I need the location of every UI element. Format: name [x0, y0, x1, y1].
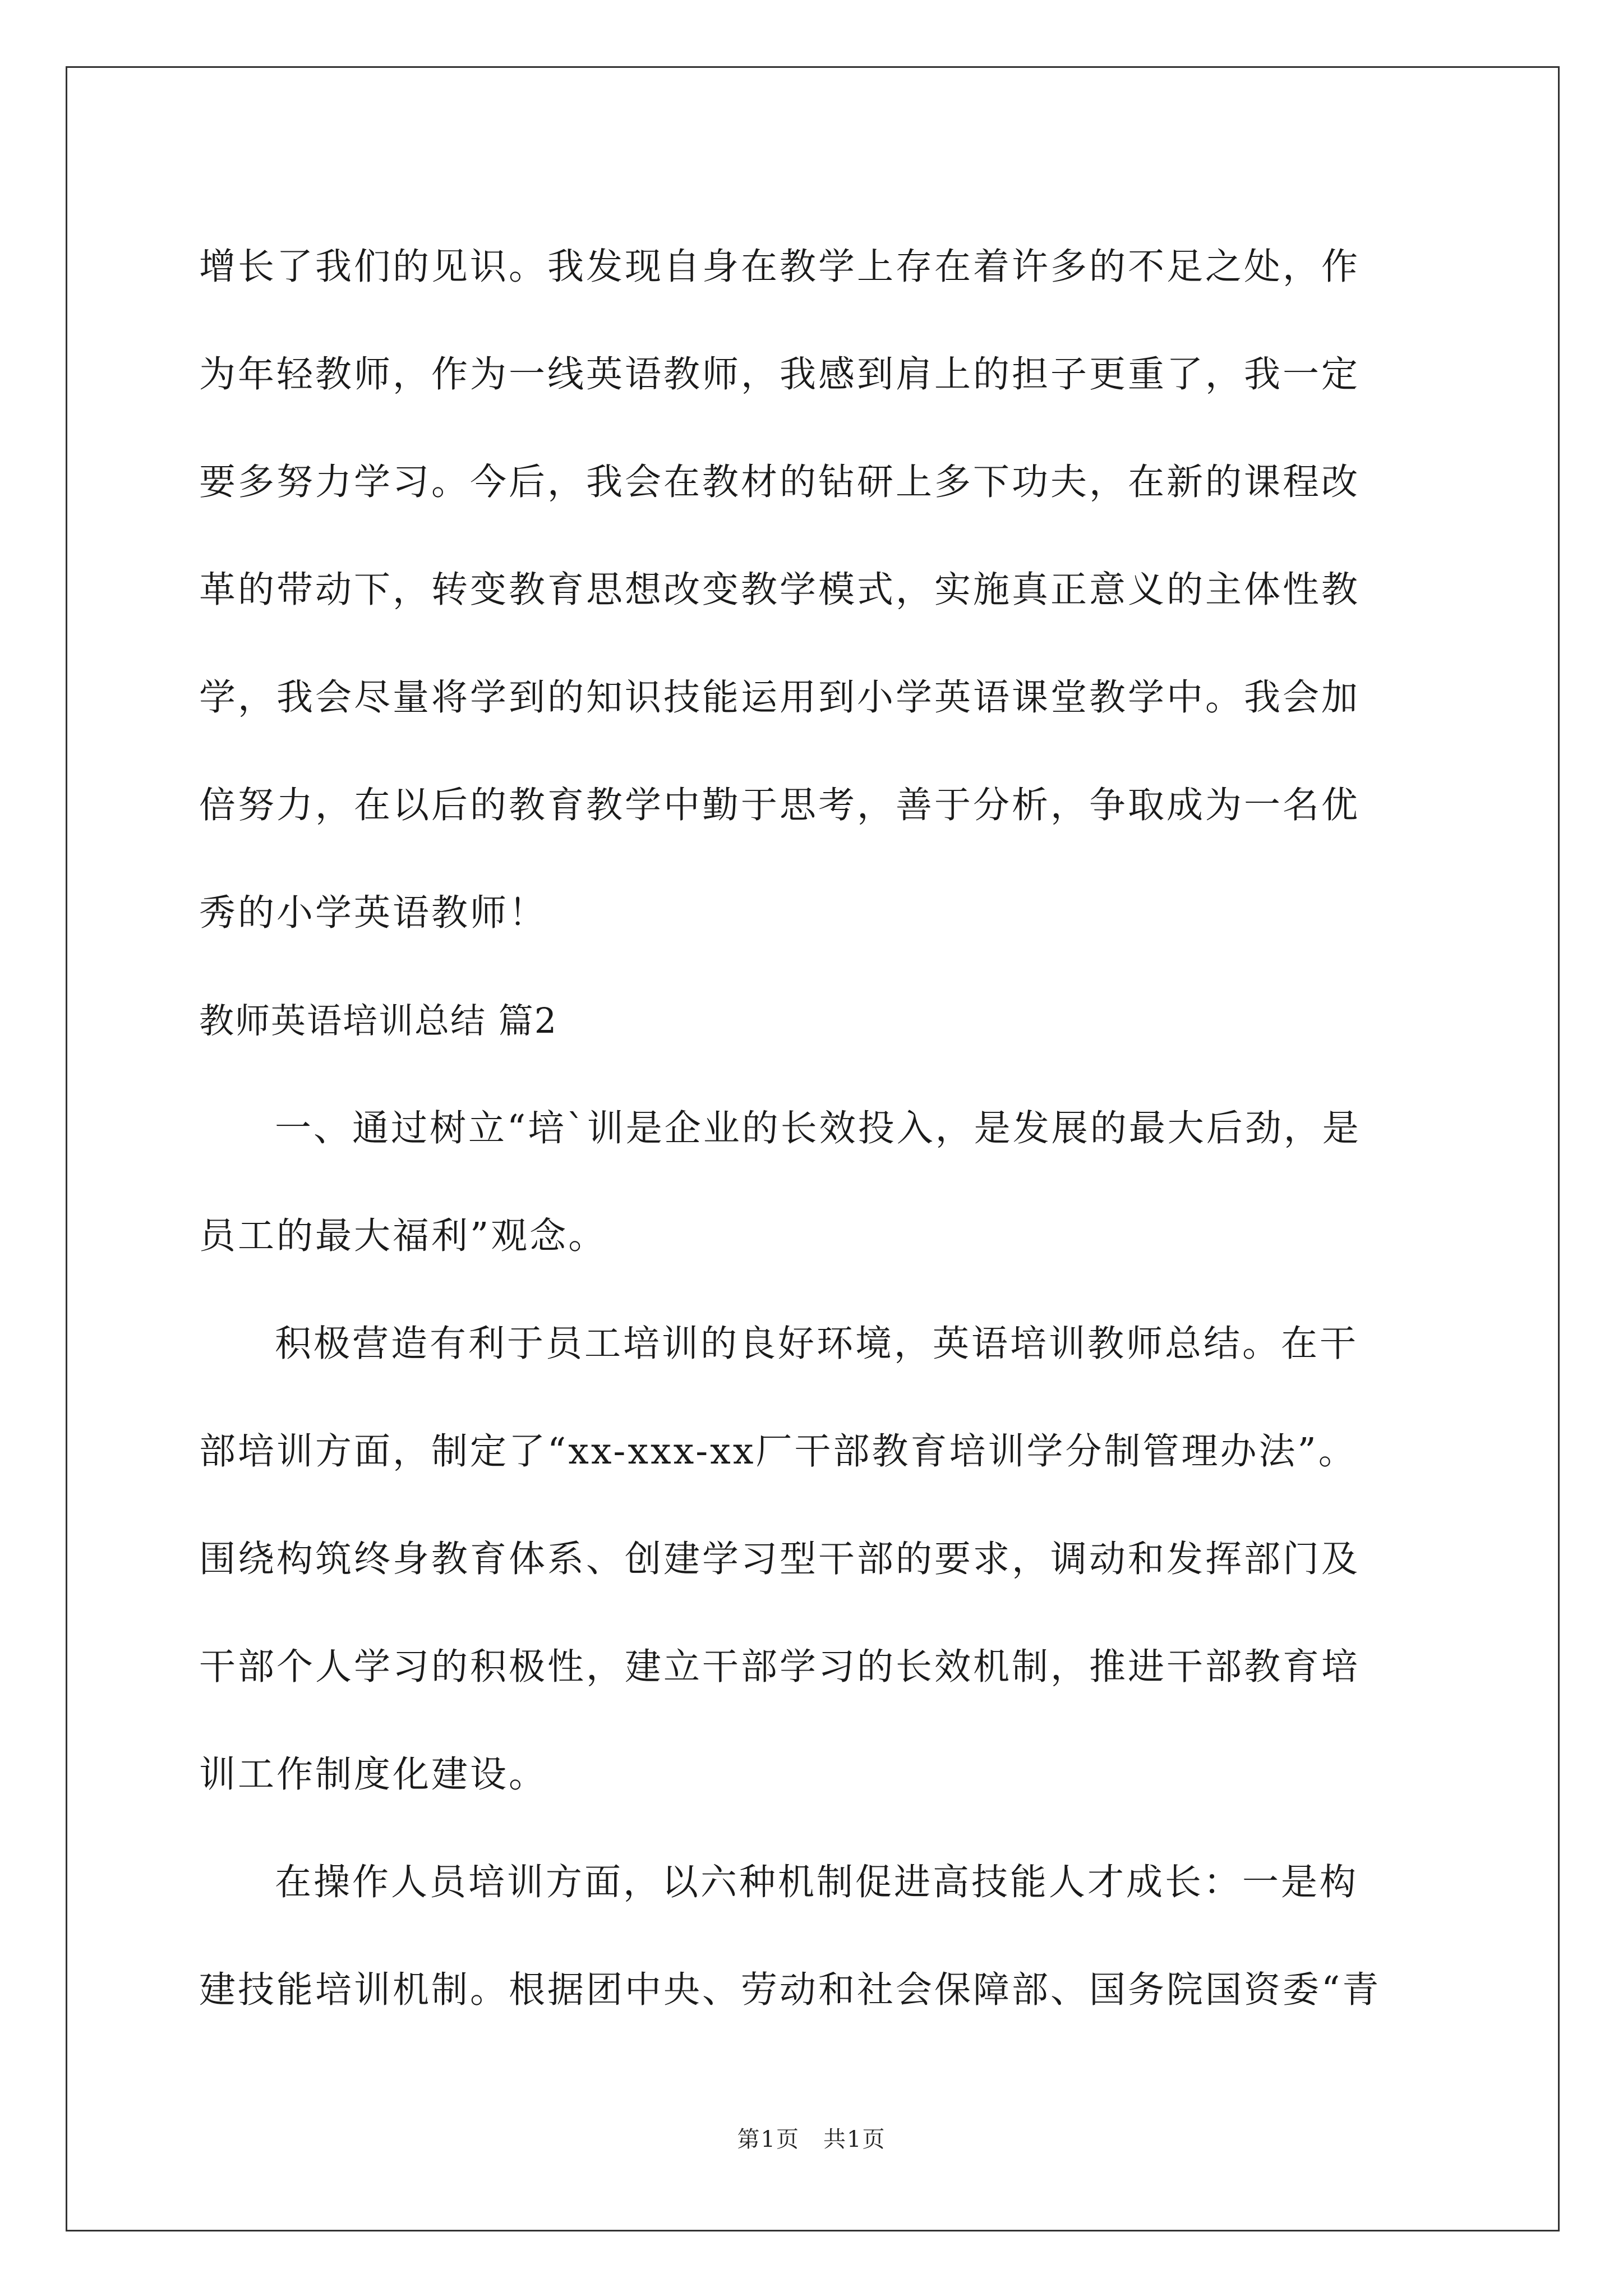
text-line: 建技能培训机制。根据团中央、劳动和社会保障部、国务院国资委“青 — [199, 1969, 1381, 2011]
paragraph-4 — [199, 1829, 1433, 2044]
text-line: 学，我会尽量将学到的知识技能运用到小学英语课堂教学中。我会加 — [199, 677, 1361, 719]
text-line: 部培训方面，制定了“xx-xxx-xx厂干部教育培训学分制管理办法”。 — [199, 1430, 1357, 1473]
page-footer: 第1页 共1页 — [737, 2127, 886, 2152]
text-line: 秀的小学英语教师！ — [199, 892, 548, 934]
document-body — [199, 213, 1433, 2044]
text-line: 革的带动下，转变教育思想改变教学模式，实施真正意义的主体性教 — [199, 569, 1361, 611]
paragraph-2 — [199, 1075, 1433, 1290]
text-line: 积极营造有利于员工培训的良好环境，英语培训教师总结。在干 — [275, 1323, 1359, 1365]
text-line: 要多努力学习。今后，我会在教材的钻研上多下功夫，在新的课程改 — [199, 461, 1361, 503]
text-line: 一、通过树立“培`训是企业的长效投入，是发展的最大后劲，是 — [275, 1107, 1361, 1149]
text-line: 干部个人学习的积极性，建立干部学习的长效机制，推进干部教育培 — [199, 1646, 1361, 1688]
section-heading: 教师英语培训总结 篇2 — [199, 1000, 558, 1041]
text-line: 在操作人员培训方面，以六种机制促进高技能人才成长：一是构 — [275, 1861, 1359, 1903]
text-line: 增长了我们的见识。我发现自身在教学上存在着许多的不足之处，作 — [199, 246, 1361, 288]
text-line: 训工作制度化建设。 — [199, 1754, 548, 1796]
paragraph-1 — [199, 213, 1433, 967]
text-line: 员工的最大福利”观念。 — [199, 1215, 607, 1257]
text-line: 倍努力，在以后的教育教学中勤于思考，善于分析，争取成为一名优 — [199, 784, 1361, 826]
text-line: 为年轻教师，作为一线英语教师，我感到肩上的担子更重了，我一定 — [199, 353, 1361, 395]
text-line: 围绕构筑终身教育体系、创建学习型干部的要求，调动和发挥部门及 — [199, 1538, 1361, 1580]
paragraph-3 — [199, 1290, 1433, 1829]
